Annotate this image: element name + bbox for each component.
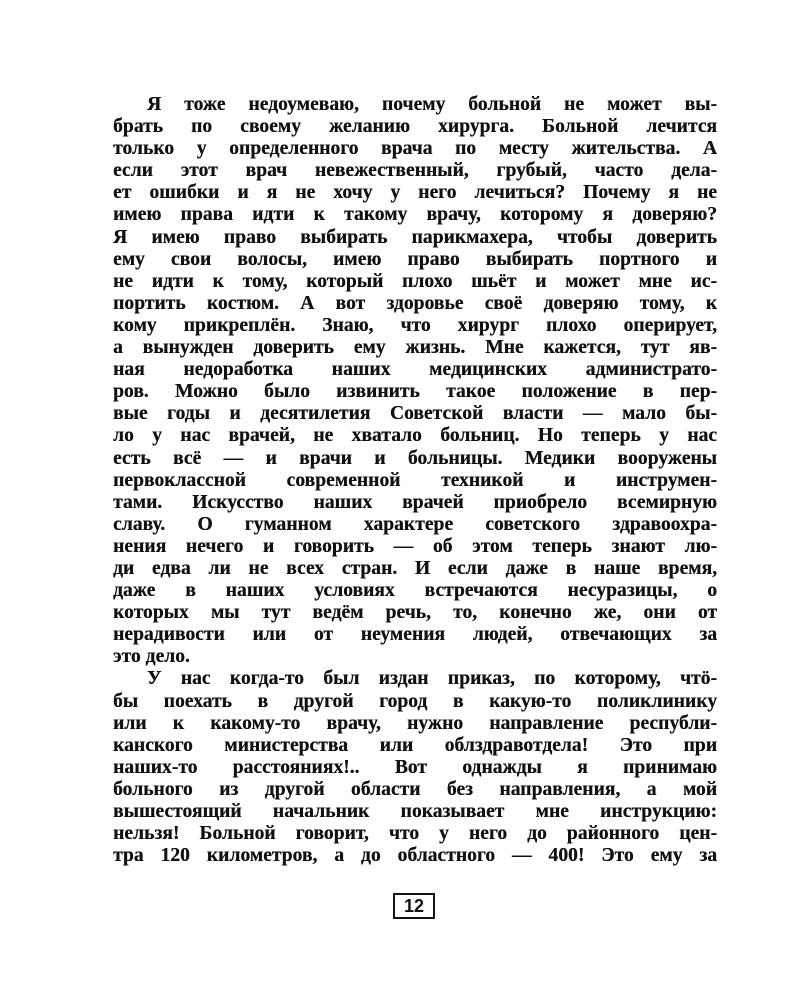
text-line: брать по своему желанию хирурга. Больной лечится <box>113 116 717 138</box>
text-line: ная недоработка наших медицинских администрато- <box>113 359 717 381</box>
text-line: бы поехать в другой город в какую-то поликлинику <box>113 690 717 712</box>
text-line: ло у нас врачей, не хватало больниц. Но теперь у нас <box>113 425 717 447</box>
text-line: славу. О гуманном характере советского здравоохра- <box>113 513 717 535</box>
text-line: нения нечего и говорить — об этом теперь знают лю- <box>113 535 717 557</box>
text-line: Я тоже недоумеваю, почему больной не может вы- <box>147 94 717 115</box>
body-text <box>113 94 717 867</box>
text-line: ему свои волосы, имею право выбирать портного и <box>113 248 717 270</box>
text-line: не идти к тому, который плохо шьёт и может мне ис- <box>113 270 717 292</box>
paragraph-1 <box>113 94 717 668</box>
text-line: больного из другой области без направления, а мой <box>113 778 717 800</box>
page-number: 12 <box>393 893 435 919</box>
text-line: наших-то расстояниях!.. Вот однажды я принимаю <box>113 756 717 778</box>
text-line: кому прикреплён. Знаю, что хирург плохо оперирует, <box>113 314 717 336</box>
text-line: это дело. <box>113 646 190 668</box>
text-line: У нас когда-то был издан приказ, по которому, чтö- <box>147 668 717 690</box>
text-line: Я имею право выбирать парикмахера, чтобы доверить <box>113 226 717 248</box>
text-line: первоклассной современной техникой и инструмен- <box>113 469 717 491</box>
text-line: нельзя! Больной говорит, что у него до районного цен- <box>113 823 717 845</box>
text-line: тра 120 километров, а до областного — 400! Это ему за <box>113 845 717 867</box>
text-line: вышестоящий начальник показывает мне инструкцию: <box>113 801 717 822</box>
text-line: ет ошибки и я не хочу у него лечиться? Почему я не <box>113 182 717 204</box>
text-line: если этот врач невежественный, грубый, часто дела- <box>113 160 717 182</box>
text-line: тами. Искусство наших врачей приобрело всемирную <box>113 491 717 513</box>
text-line: ров. Можно было извинить такое положение в пер- <box>113 381 717 403</box>
text-line: а вынужден доверить ему жизнь. Мне кажется, тут яв- <box>113 337 717 359</box>
text-line: которых мы тут ведём речь, то, конечно же, они от <box>113 602 717 624</box>
text-line: или к какому-то врачу, нужно направление республи- <box>113 712 717 734</box>
text-line: канского министерства или облздравотдела! Это при <box>113 734 717 756</box>
text-line: даже в наших условиях встречаются несуразицы, о <box>113 580 717 602</box>
text-line: вые годы и десятилетия Советской власти — мало бы- <box>113 403 717 425</box>
text-line: портить костюм. А вот здоровье своё доверяю тому, к <box>113 292 717 314</box>
text-line: нерадивости или от неумения людей, отвечающих за <box>113 624 717 646</box>
text-line: имею права идти к такому врачу, которому я доверяю? <box>113 204 717 226</box>
text-line: ди едва ли не всех стран. И если даже в наше время, <box>113 557 717 579</box>
text-line: есть всё — и врачи и больницы. Медики вооружены <box>113 447 717 469</box>
paragraph-2 <box>113 668 717 867</box>
text-line: только у определенного врача по месту жительства. А <box>113 138 717 160</box>
